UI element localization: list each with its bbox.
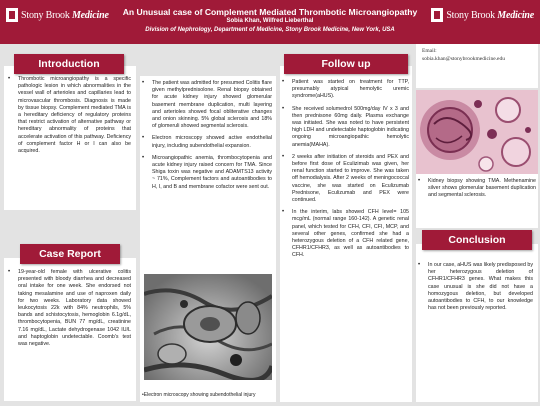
email-label: Email: xyxy=(422,48,437,54)
introduction-heading: Introduction xyxy=(14,54,124,74)
case-report-panel xyxy=(4,258,136,401)
introduction-list xyxy=(6,76,131,155)
conclusion-heading: Conclusion xyxy=(422,230,532,250)
list-item: • In our case, aHUS was likely predisposed by her heterozygous deletion of CFHR1/CFHR3 genes. What makes this case unusual is she did not have a homozygous deletion, but developed autoantibodies to CFH, to our knowledge has not been previously reported. xyxy=(416,262,533,312)
conclusion-list xyxy=(416,262,533,312)
case-report-heading: Case Report xyxy=(20,244,120,264)
case-report-list xyxy=(6,269,131,348)
electron-microscopy-image xyxy=(144,274,272,388)
shield-icon xyxy=(6,8,18,22)
follow-up-panel xyxy=(280,66,412,402)
biopsy-findings-list xyxy=(140,80,272,191)
conclusion-panel xyxy=(416,244,538,402)
list-item: • 2 weeks after initiation of steroids and PEX and before first dose of Eculizimab was given, her renal function started to improve. She was taken off hemodialysis. After 2 weeks of meningococcal vaccine, she was started on Eculizumab Prednisone, Eculizumab and PEX were continued. xyxy=(280,154,409,204)
poster-affiliation: Division of Nephrology, Department of Medicine, Stony Brook Medicine, New York, USA xyxy=(145,27,395,33)
list-item: • In the interim, labs showed CFH level= 105 mcg/mL (normal range 160-142). A genetic renal panel, which tested for CFH, CFI, CFI, MCP, and several other genes, confirmed she had a heterozygous deletion of a CFH related gene, CFHR1/CFHR3, as well as autoantibodies to CFH. xyxy=(280,209,409,259)
list-item: • Thrombotic microangiopathy is a specific pathologic lesion in which abnormalities in the vessel wall of arterioles and capillaries lead to microvascular thrombosis. Diagnosis is made by tissue biopsy. Complement mediated TMA is a hereditary deficiency of regulatory proteins that restrict activation of alternative pathway or hereditary abnormality of proteins that accelerate activation of this pathway. Deficiency of complement factor H or I can also be acquired. xyxy=(6,76,131,155)
kidney-biopsy-panel xyxy=(416,90,538,228)
list-item: • Kidney biopsy showing TMA. Methenamine silver shows glomerular basement duplication and segmental sclerosis. xyxy=(416,178,536,200)
poster-authors: Sobia Khan, Wilfred Lieberthal xyxy=(226,18,314,24)
shield-icon xyxy=(431,8,443,22)
list-item: • Electron microscopy showed active endothelial injury, including subendothelial expansion. xyxy=(140,135,272,149)
contact-panel xyxy=(416,44,538,88)
kidney-biopsy-list xyxy=(416,178,536,205)
introduction-panel xyxy=(4,66,136,210)
follow-up-heading: Follow up xyxy=(284,54,408,74)
electron-microscopy-caption: •Electron microscopy showing subendothelial injury xyxy=(142,392,256,398)
list-item: • 19-year-old female with ulcerative colitis presented with bloody diarrhea and decreased oral intake for one week. She endorsed not taking mesalamine and use of naproxen daily for two weeks. Laboratory data showed leukocytosis 22k with 84% neutrophils, 5% bands and schistocytosis, hemoglobin 6.1g/dL, thrombocytopenia, BUN 77 mg/dL, creatinine 7.16 mg/dL, Lactate dehydrogenase 1042 IU/L and haptoglobin undetectable. Coomb's test was negative. xyxy=(6,269,131,348)
stony-brook-logo-right: Stony Brook Medicine xyxy=(431,8,534,22)
list-item: • Patient was started on treatment for TTP, presumably atypical hemolytic uremic syndrome(aHUS). xyxy=(280,79,409,101)
list-item: • The patient was admitted for presumed Colitis flare given methylprednisolone. Renal biopsy obtained for acute kidney injury showed glomerular basement membrane duplication, multi layering and arterioles showed focal obliterative changes and onion skinning. 5% global sclerosis and 18% of glomeruli showed segmental sclerosis. xyxy=(140,80,272,130)
list-item: • Microangiopathic anemia, thrombocytopenia and acute kidney injury raised concern for TMA. Since Shiga toxin was negative and ADAMTS13 activity ~ 71%, Complement factors and autoantibodies to H, I, and B and membrane cofactor were sent out. xyxy=(140,155,272,191)
poster-header xyxy=(0,0,540,44)
list-item: • She received solumedrol 500mg/day IV x 3 and then prednisone 60mg daily. Plasma exchange was initiated. She was noted to have persistent high LDH and undetectable haptoglobin indicating ongoing microangiopathic hemolytic anemia(MAHA). xyxy=(280,106,409,149)
follow-up-list xyxy=(280,79,409,260)
stony-brook-logo-left: Stony Brook Medicine xyxy=(6,8,109,22)
poster-title: An Unusual case of Complement Mediated Thrombotic Microangiopathy xyxy=(122,7,418,17)
kidney-biopsy-image xyxy=(416,90,538,174)
biopsy-findings-panel xyxy=(140,76,276,402)
email-address[interactable]: sobia.khan@stonybrookmedicine.edu xyxy=(422,56,505,62)
